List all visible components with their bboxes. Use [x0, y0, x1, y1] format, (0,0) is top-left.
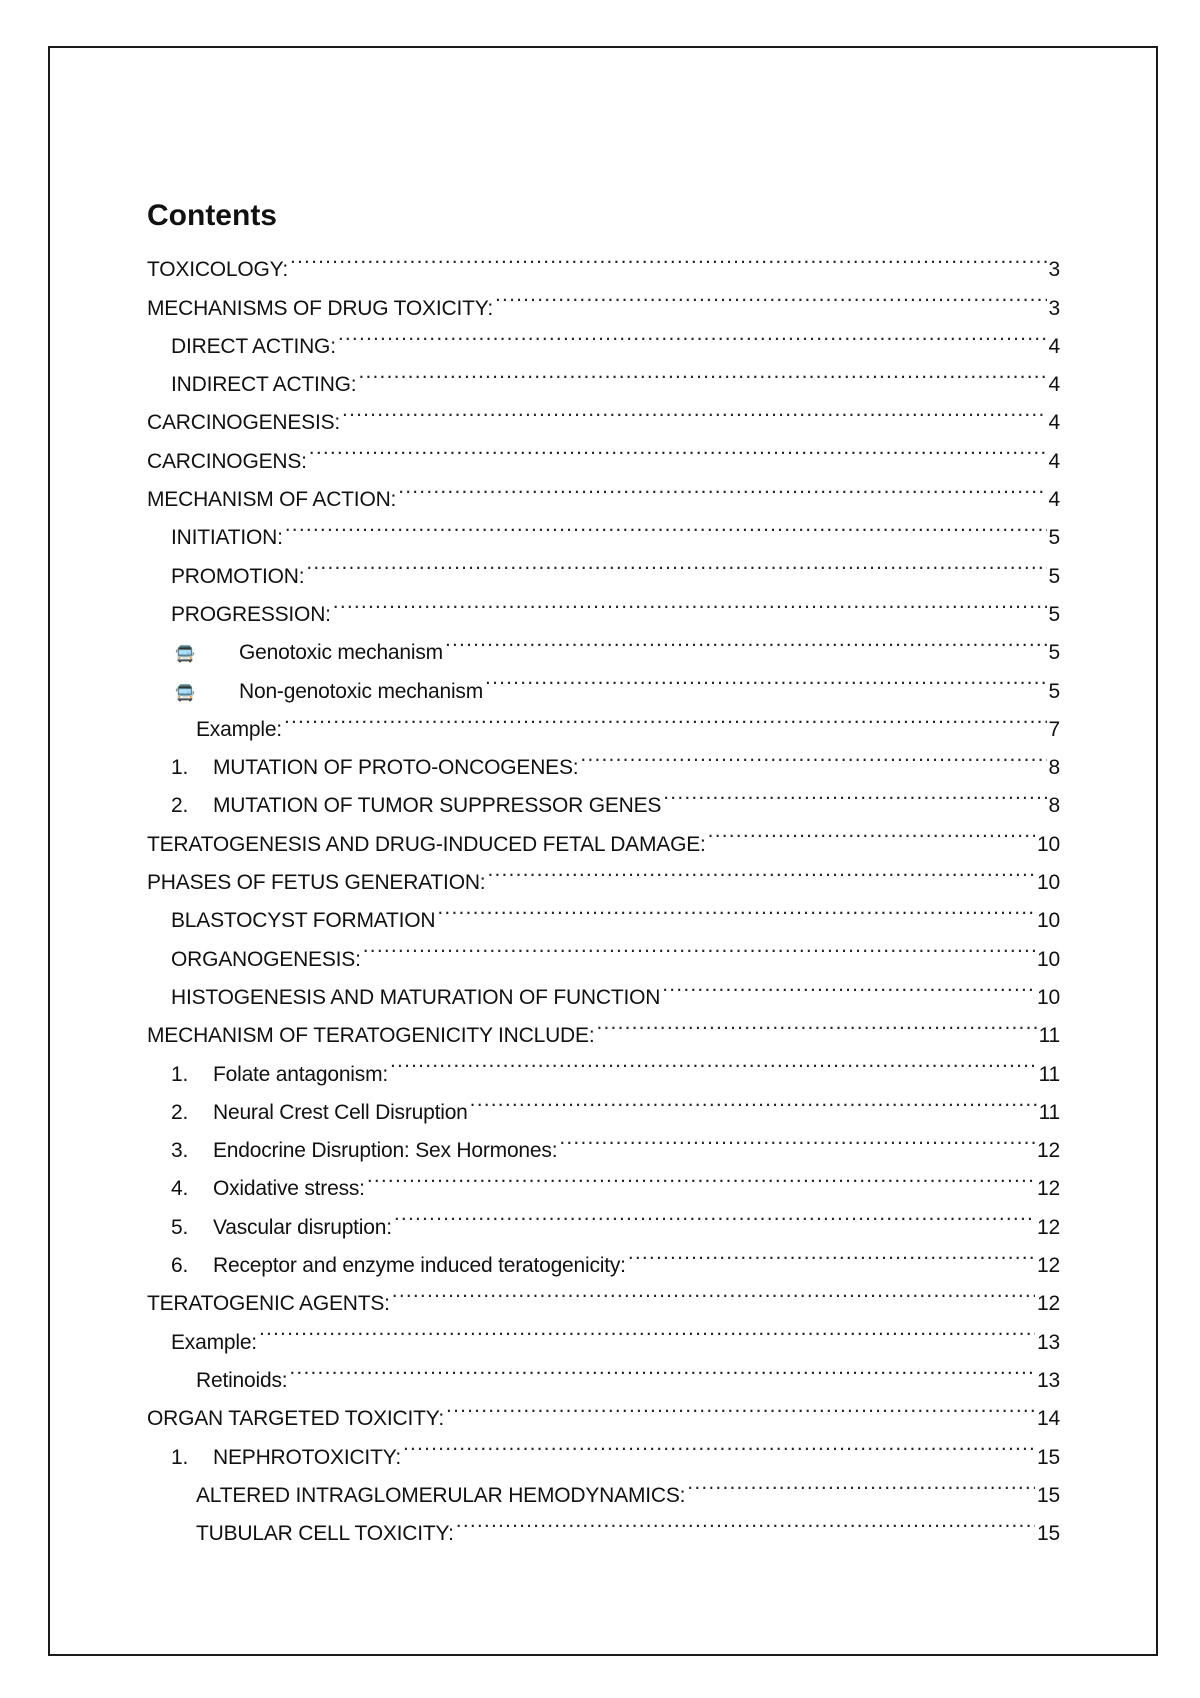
dot-leader — [367, 1157, 1035, 1195]
toc-entry-title: MUTATION OF PROTO-ONCOGENES: — [213, 756, 579, 780]
dot-leader — [663, 774, 1046, 812]
toc-entry-title: ORGAN TARGETED TOXICITY: — [147, 1407, 445, 1431]
toc-entry-page-number: 4 — [1048, 449, 1060, 473]
dot-leader — [394, 1195, 1035, 1233]
dot-leader — [485, 659, 1046, 697]
dot-leader — [398, 468, 1046, 506]
toc-entry-title: BLASTOCYST FORMATION — [171, 909, 436, 933]
dot-leader — [487, 851, 1035, 889]
toc-entry-title: CARCINOGENS: — [147, 449, 307, 473]
dot-leader — [392, 1272, 1035, 1310]
toc-entry-title: MECHANISM OF ACTION: — [147, 488, 397, 512]
toc-entry-title: Vascular disruption: — [213, 1215, 392, 1239]
toc-entry-page-number: 3 — [1048, 258, 1060, 282]
toc-entry-page-number: 12 — [1037, 1177, 1060, 1201]
toc-entry-title: TUBULAR CELL TOXICITY: — [196, 1522, 454, 1546]
toc-entry-page-number: 12 — [1037, 1292, 1060, 1316]
toc-entry[interactable] — [147, 1349, 1060, 1392]
toc-entry-number: 2. — [171, 1100, 189, 1124]
dot-leader — [495, 276, 1047, 314]
dot-leader — [284, 698, 1047, 736]
toc-entry-page-number: 10 — [1037, 985, 1060, 1009]
toc-entry[interactable] — [147, 1310, 1060, 1354]
toc-list — [147, 238, 1060, 1546]
dot-leader — [456, 1502, 1035, 1540]
toc-entry-page-number: 12 — [1037, 1254, 1060, 1278]
toc-entry-page-number: 15 — [1037, 1522, 1060, 1546]
toc-entry-title: Neural Crest Cell Disruption — [213, 1100, 468, 1124]
toc-entry-title: TERATOGENIC AGENTS: — [147, 1292, 390, 1316]
toc-entry-page-number: 11 — [1038, 1024, 1060, 1048]
toc-entry[interactable] — [147, 506, 1060, 550]
toc-entry-page-number: 10 — [1037, 871, 1060, 895]
toc-entry-page-number: 3 — [1048, 296, 1060, 320]
toc-entry-title: Receptor and enzyme induced teratogenicity: — [213, 1254, 626, 1278]
toc-entry[interactable] — [147, 698, 1060, 741]
toc-entry-title: ALTERED INTRAGLOMERULAR HEMODYNAMICS: — [196, 1483, 686, 1507]
toc-entry-page-number: 13 — [1037, 1330, 1060, 1354]
dot-leader — [470, 1081, 1037, 1119]
dot-leader — [628, 1234, 1035, 1272]
toc-entry-title: Example: — [171, 1330, 257, 1354]
dot-leader — [662, 966, 1035, 1004]
toc-entry-page-number: 7 — [1048, 717, 1060, 741]
dot-leader — [358, 353, 1046, 391]
toc-entry-title: CARCINOGENESIS: — [147, 411, 341, 435]
toc-entry-page-number: 8 — [1048, 794, 1060, 818]
toc-entry-number: 1. — [171, 1445, 189, 1469]
toc-entry-page-number: 4 — [1048, 334, 1060, 358]
toc-entry-title: Endocrine Disruption: Sex Hormones: — [213, 1139, 558, 1163]
toc-entry-page-number: 12 — [1037, 1139, 1060, 1163]
dot-leader — [363, 927, 1035, 965]
toc-entry-title: TOXICOLOGY: — [147, 258, 288, 282]
toc-entry-page-number: 4 — [1048, 373, 1060, 397]
toc-entry-title: Genotoxic mechanism — [239, 641, 443, 665]
dot-leader — [259, 1310, 1035, 1348]
dot-leader — [333, 583, 1047, 621]
toc-entry[interactable] — [147, 544, 1060, 588]
toc-entry-page-number: 4 — [1048, 488, 1060, 512]
toc-entry-title: DIRECT ACTING: — [171, 334, 336, 358]
toc-entry-page-number: 11 — [1038, 1100, 1060, 1124]
toc-entry-page-number: 5 — [1048, 679, 1060, 703]
toc-entry-page-number: 5 — [1048, 641, 1060, 665]
dot-leader — [437, 889, 1035, 927]
toc-entry-page-number: 14 — [1037, 1407, 1060, 1431]
toc-entry-number: 2. — [171, 794, 189, 818]
toc-entry-title: MECHANISM OF TERATOGENICITY INCLUDE: — [147, 1024, 595, 1048]
toc-entry-title: Example: — [196, 717, 282, 741]
dot-leader — [309, 429, 1047, 467]
toc-entry-title: Non-genotoxic mechanism — [239, 679, 484, 703]
dot-leader — [708, 812, 1035, 850]
toc-entry-title: Oxidative stress: — [213, 1177, 365, 1201]
toc-entry-page-number: 15 — [1037, 1483, 1060, 1507]
dot-leader — [342, 391, 1046, 429]
dot-leader — [445, 621, 1047, 659]
dot-leader — [290, 238, 1047, 276]
toc-entry-page-number: 8 — [1048, 756, 1060, 780]
toc-entry-number: 5. — [171, 1215, 189, 1239]
dot-leader — [446, 1387, 1035, 1425]
toc-entry-page-number: 5 — [1048, 564, 1060, 588]
dot-leader — [289, 1349, 1035, 1387]
bus-icon: 🚍 — [175, 646, 195, 664]
toc-entry-page-number: 5 — [1048, 526, 1060, 550]
dot-leader — [306, 544, 1046, 582]
toc-heading: Contents — [147, 199, 277, 232]
toc-entry-title: INITIATION: — [171, 526, 283, 550]
toc-entry-page-number: 10 — [1037, 909, 1060, 933]
dot-leader — [390, 1042, 1037, 1080]
toc-entry-number: 1. — [171, 756, 189, 780]
toc-entry-title: MUTATION OF TUMOR SUPPRESSOR GENES — [213, 794, 662, 818]
toc-entry-title: HISTOGENESIS AND MATURATION OF FUNCTION — [171, 985, 661, 1009]
toc-entry-title: Folate antagonism: — [213, 1062, 389, 1086]
dot-leader — [580, 736, 1046, 774]
toc-entry-number: 3. — [171, 1139, 189, 1163]
bus-icon: 🚍 — [175, 684, 195, 702]
toc-entry-number: 6. — [171, 1254, 189, 1278]
toc-entry-title: Retinoids: — [196, 1368, 288, 1392]
dot-leader — [687, 1464, 1035, 1502]
table-of-contents — [147, 195, 1060, 1546]
toc-entry-title: TERATOGENESIS AND DRUG-INDUCED FETAL DAMAGE: — [147, 832, 706, 856]
toc-entry-page-number: 10 — [1037, 947, 1060, 971]
toc-entry-title: PROMOTION: — [171, 564, 305, 588]
dot-leader — [596, 1004, 1036, 1042]
dot-leader — [559, 1119, 1035, 1157]
toc-entry-title: NEPHROTOXICITY: — [213, 1445, 401, 1469]
toc-entry[interactable] — [147, 238, 1060, 282]
dot-leader — [338, 315, 1047, 353]
toc-entry-title: INDIRECT ACTING: — [171, 373, 357, 397]
toc-entry[interactable] — [147, 736, 1060, 780]
toc-entry-page-number: 4 — [1048, 411, 1060, 435]
toc-entry-title: ORGANOGENESIS: — [171, 947, 361, 971]
toc-entry-number: 1. — [171, 1062, 189, 1086]
dot-leader — [285, 506, 1047, 544]
toc-entry-page-number: 10 — [1037, 832, 1060, 856]
toc-entry-number: 4. — [171, 1177, 189, 1201]
toc-entry-page-number: 12 — [1037, 1215, 1060, 1239]
toc-entry-page-number: 11 — [1038, 1062, 1060, 1086]
toc-entry-title: PHASES OF FETUS GENERATION: — [147, 871, 486, 895]
dot-leader — [403, 1425, 1035, 1463]
toc-entry-title: MECHANISMS OF DRUG TOXICITY: — [147, 296, 493, 320]
toc-entry-page-number: 15 — [1037, 1445, 1060, 1469]
toc-entry-page-number: 13 — [1037, 1368, 1060, 1392]
toc-entry-page-number: 5 — [1048, 602, 1060, 626]
toc-entry-title: PROGRESSION: — [171, 602, 331, 626]
